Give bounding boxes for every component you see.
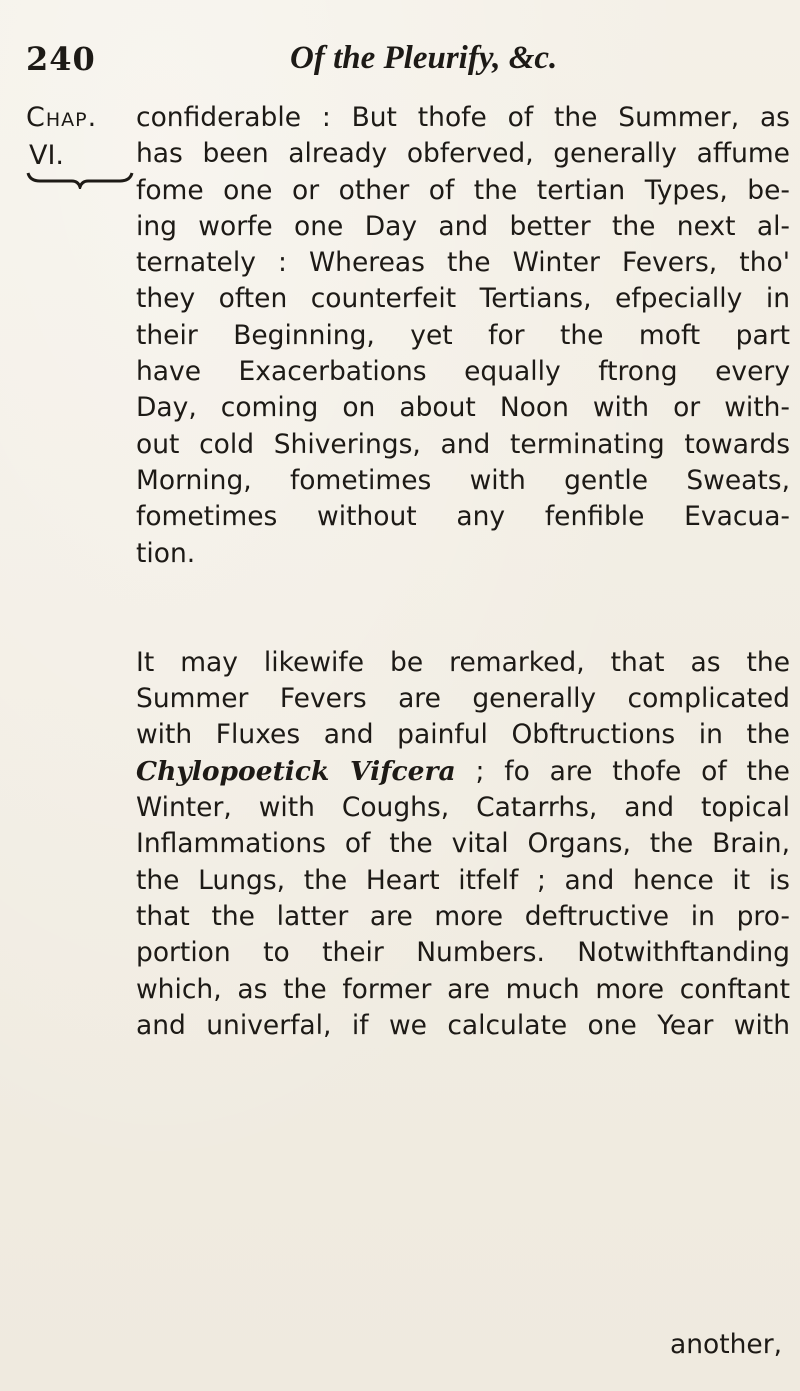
text-line: Winter, with Coughs, Catarrhs, and topical: [136, 792, 790, 824]
text-line: has been already obferved, generally affume: [136, 138, 790, 170]
text-line: It may likewife be remarked, that as the: [136, 646, 790, 678]
text-line: out cold Shiverings, and terminating towards: [136, 428, 790, 460]
text-line: tion.: [136, 537, 196, 569]
paragraph-1: [136, 100, 790, 572]
text-line: ternately : Whereas the Winter Fevers, tho': [136, 247, 790, 279]
text-line: fome one or other of the tertian Types, be-: [136, 174, 790, 206]
text-line: that the latter are more deftructive in pro-: [136, 900, 790, 932]
running-head: [26, 40, 756, 90]
text-line: their Beginning, yet for the moft part: [136, 319, 790, 351]
text-line: with Fluxes and painful Obftructions in the: [136, 719, 790, 751]
text-line: Day, coming on about Noon with or with-: [136, 392, 790, 424]
running-title: Of the Pleurify, &c.: [290, 40, 558, 76]
text-line: the Lungs, the Heart itfelf ; and hence it is: [136, 864, 790, 896]
margin-brace-icon: [26, 171, 134, 189]
italic-phrase: Chylopoetick Vifcera: [136, 755, 456, 787]
text-line: portion to their Numbers. Notwithftanding: [136, 937, 790, 969]
page-number: 240: [26, 40, 96, 78]
text-line: which, as the former are much more conftant: [136, 973, 790, 1005]
text-line: Morning, fometimes with gentle Sweats,: [136, 464, 790, 496]
text-line: ing worfe one Day and better the next al-: [136, 210, 790, 242]
text-line: and univerfal, if we calculate one Year with: [136, 1009, 790, 1041]
text-segment: ; fo are thofe of the: [455, 755, 790, 787]
text-line: they often counterfeit Tertians, efpecially in: [136, 283, 790, 315]
chapter-number: VI.: [29, 140, 65, 171]
paragraph-gap: [136, 572, 790, 645]
catchword: another,: [670, 1329, 783, 1360]
text-line: confiderable : But thofe of the Summer, as: [136, 102, 790, 133]
text-line: have Exacerbations equally ftrong every: [136, 356, 790, 388]
text-line: Summer Fevers are generally complicated: [136, 683, 790, 715]
text-line: Inflammations of the vital Organs, the Brain,: [136, 828, 790, 860]
body-text: [136, 100, 790, 1044]
chapter-label: Chap.: [26, 102, 98, 133]
paragraph-2: [136, 645, 790, 1044]
text-line: fometimes without any fenfible Evacua-: [136, 501, 790, 533]
text-line-with-italic: [136, 754, 790, 790]
chapter-marginal-note: [26, 100, 97, 174]
